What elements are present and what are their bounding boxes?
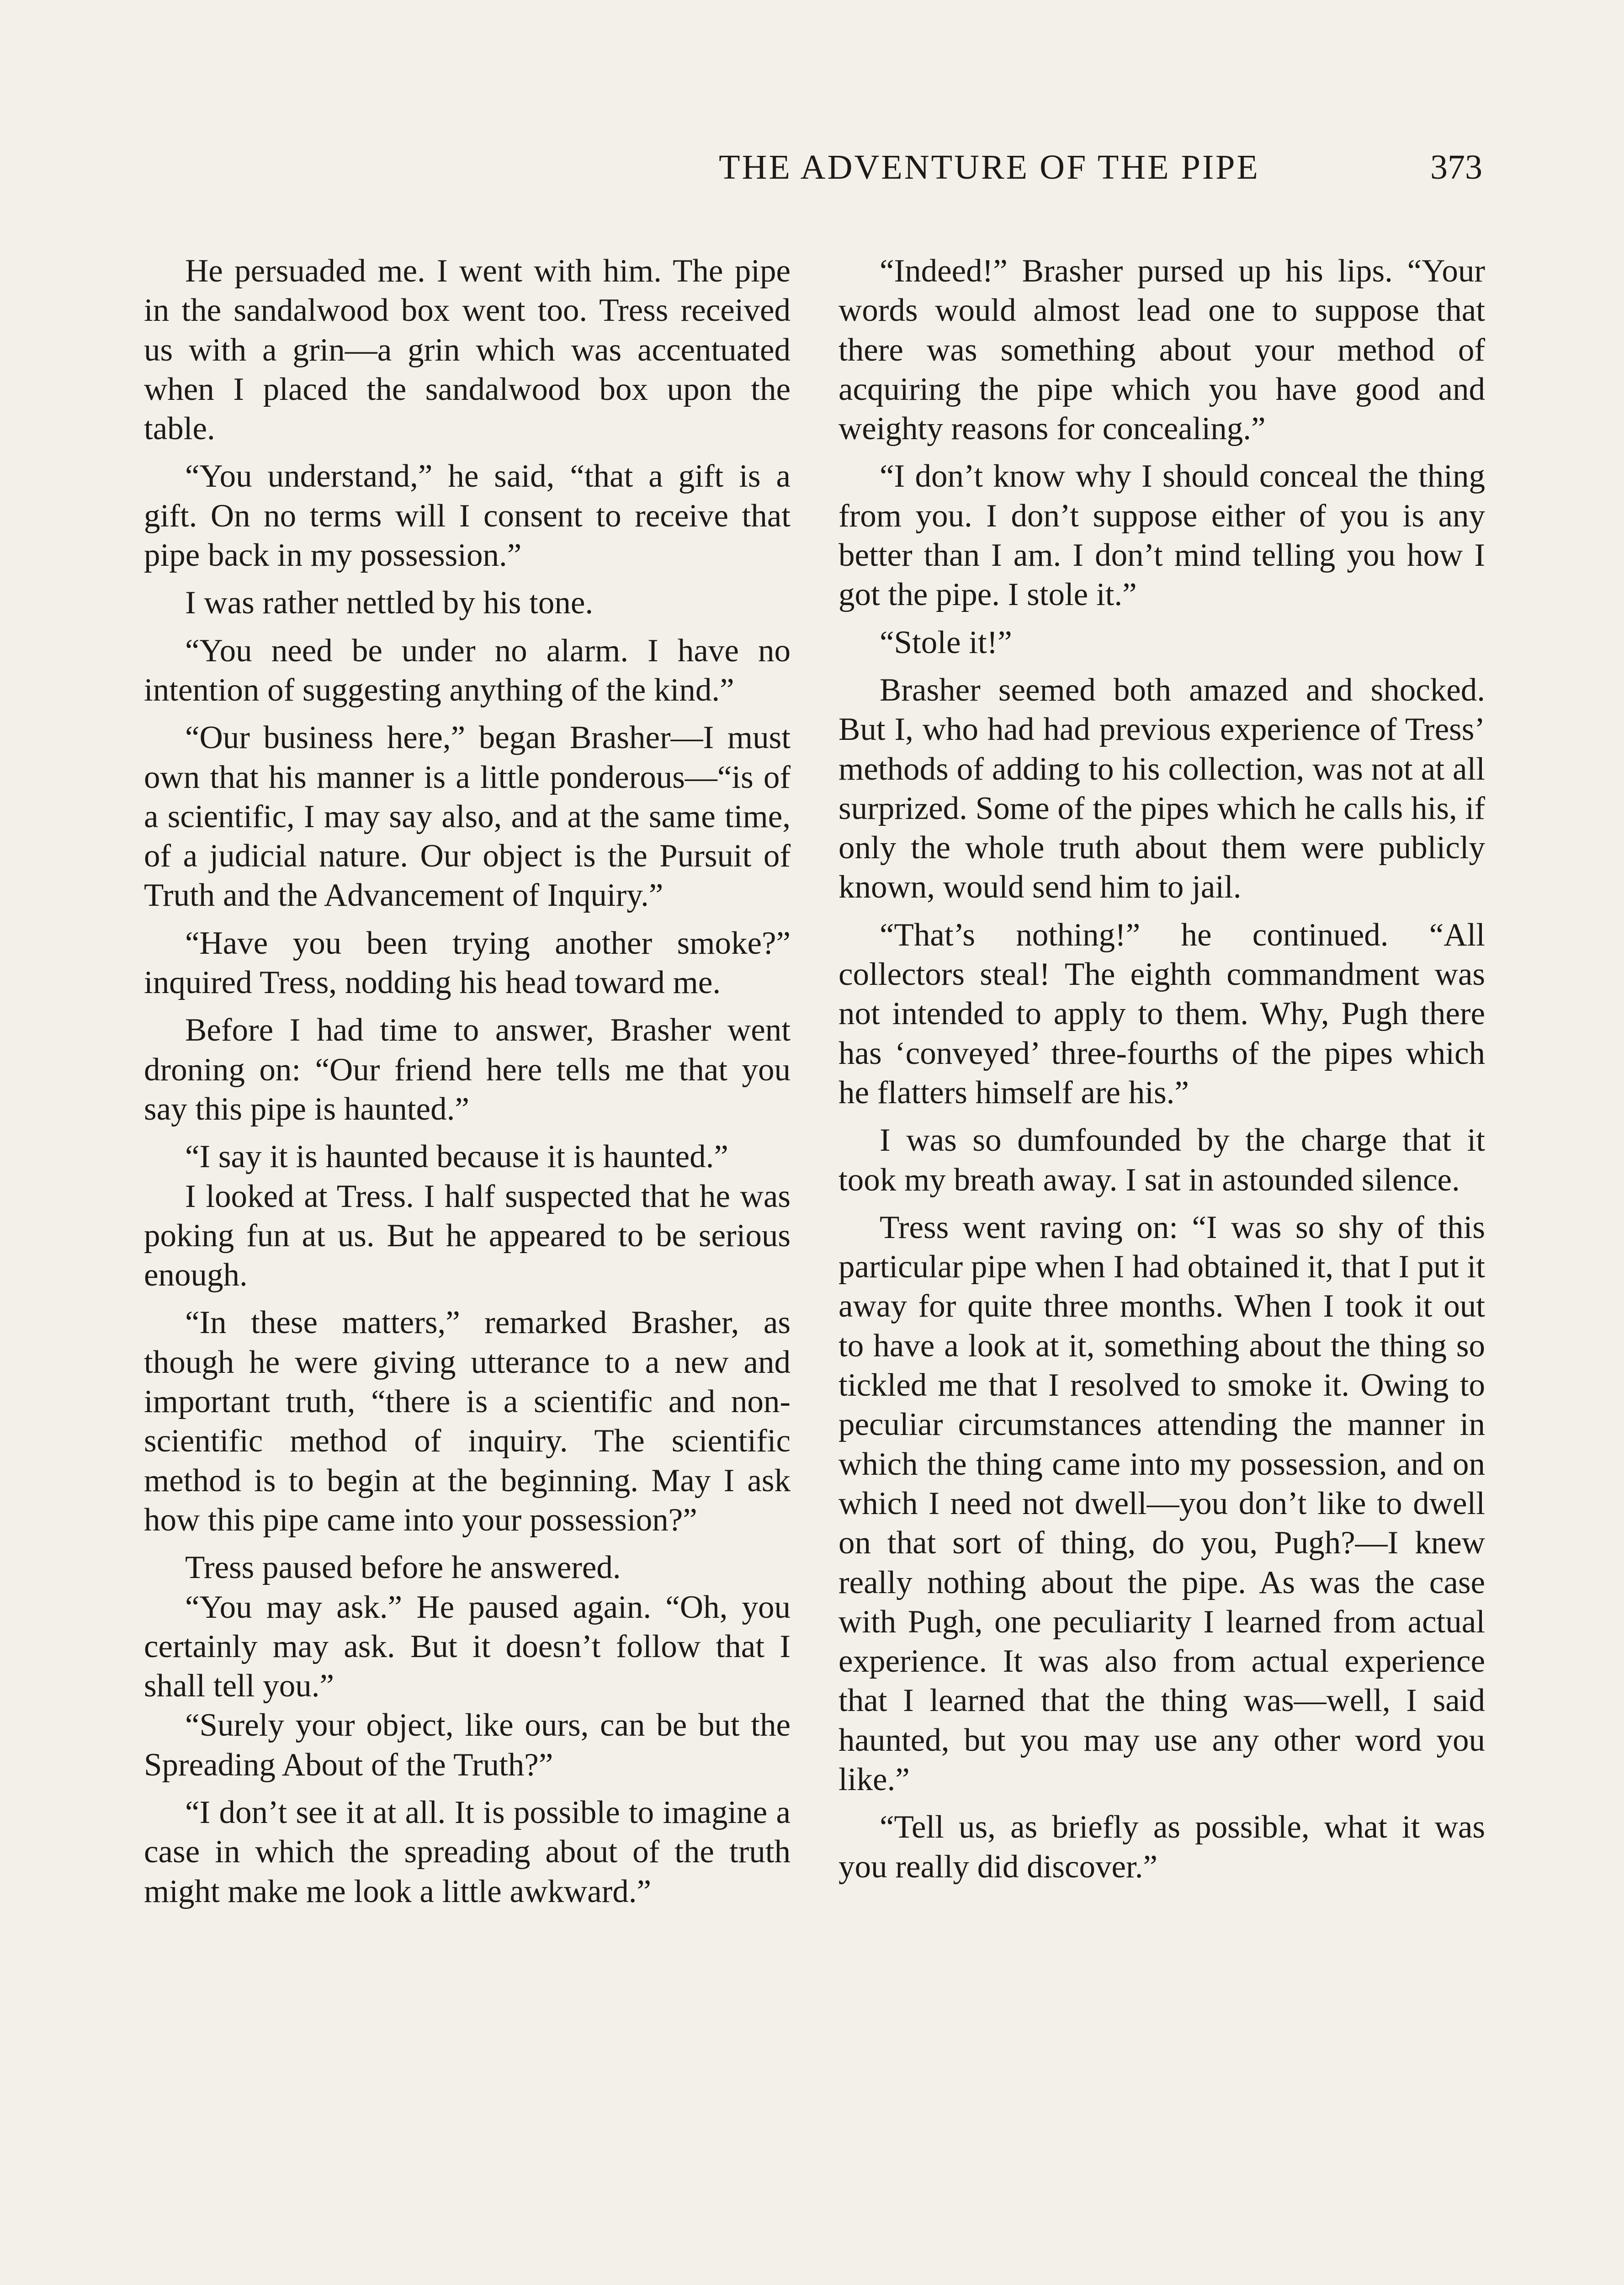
paragraph: “You understand,” he said, “that a gift is a gift. On no terms will I consent to receive that pipe back in my possession.” xyxy=(144,458,791,574)
paragraph: “You may ask.” He paused again. “Oh, you certainly may ask. But it doesn’t follow that I shall tell you.” xyxy=(144,1589,791,1704)
page-number: 373 xyxy=(1430,148,1482,186)
running-header-title: THE ADVENTURE OF THE PIPE xyxy=(719,148,1260,186)
paragraph: I was rather nettled by his tone. xyxy=(185,585,594,621)
paragraph: Before I had time to answer, Brasher went droning on: “Our friend here tells me that you say this pipe is haunted.” xyxy=(144,1012,791,1127)
paragraph: “That’s nothing!” he continued. “All collectors steal! The eighth commandment was not intended to apply to them. Why, Pugh there has ‘conveyed’ three-fourths of the pipes which he flatters himself are his.” xyxy=(839,917,1485,1111)
paragraph: “I don’t see it at all. It is possible to imagine a case in which the spreading about of the truth might make me look a little awkward.” xyxy=(144,1794,791,1909)
left-text-column xyxy=(144,251,791,1919)
paragraph: “Surely your object, like ours, can be but the Spreading About of the Truth?” xyxy=(144,1707,791,1783)
paragraph: “Tell us, as briefly as possible, what it was you really did discover.” xyxy=(839,1809,1485,1885)
paragraph: “Have you been trying another smoke?” inquired Tress, nodding his head toward me. xyxy=(144,925,791,1001)
paragraph: I was so dumfounded by the charge that it took my breath away. I sat in astounded silence. xyxy=(839,1122,1485,1198)
paragraph: “In these matters,” remarked Brasher, as though he were giving utterance to a new and important truth, “there is a scientific and non-scientific method of inquiry. The scientific method is to begin at the beginning. May I ask how this pipe came into your possession?” xyxy=(144,1305,791,1538)
paragraph: Brasher seemed both amazed and shocked. But I, who had had previous experience of Tress’ methods of adding to his collection, was not at all surprized. Some of the pipes which he calls his, if only the whole truth about them were publicly known, would send him to jail. xyxy=(839,672,1485,905)
right-text-column xyxy=(839,251,1485,1895)
paragraph: Tress went raving on: “I was so shy of this particular pipe when I had obtained it, that I put it away for quite three months. When I took it out to have a look at it, something about the thing so tickled me that I resolved to smoke it. Owing to peculiar circumstances attending the manner in which the thing came into my possession, and on which I need not dwell—you don’t like to dwell on that sort of thing, do you, Pugh?—I knew really nothing about the pipe. As was the case with Pugh, one peculiarity I learned from actual experience. It was also from actual experience that I learned that the thing was—well, I said haunted, but you may use any other word you like.” xyxy=(839,1209,1485,1797)
paragraph: I looked at Tress. I half suspected that he was poking fun at us. But he appeared to be serious enough. xyxy=(144,1178,791,1293)
paragraph: “I say it is haunted because it is haunted.” xyxy=(185,1139,728,1175)
paragraph: “Stole it!” xyxy=(880,624,1012,660)
paragraph: “Our business here,” began Brasher—I must own that his manner is a little ponderous—“is of a scientific, I may say also, and at the same time, of a judicial nature. Our object is the Pursuit of Truth and the Advancement of Inquiry.” xyxy=(144,720,791,914)
paragraph: “I don’t know why I should conceal the thing from you. I don’t suppose either of you is any better than I am. I don’t mind telling you how I got the pipe. I stole it.” xyxy=(839,458,1485,613)
paragraph: “Indeed!” Brasher pursed up his lips. “Your words would almost lead one to suppose that there was something about your method of acquiring the pipe which you have good and weighty reasons for concealing.” xyxy=(839,253,1485,447)
paragraph: Tress paused before he answered. xyxy=(185,1550,621,1586)
paragraph: He persuaded me. I went with him. The pipe in the sandalwood box went too. Tress received us with a grin—a grin which was accentuated when I placed the sandalwood box upon the table. xyxy=(144,253,791,447)
paragraph: “You need be under no alarm. I have no intention of suggesting anything of the kind.” xyxy=(144,632,791,708)
